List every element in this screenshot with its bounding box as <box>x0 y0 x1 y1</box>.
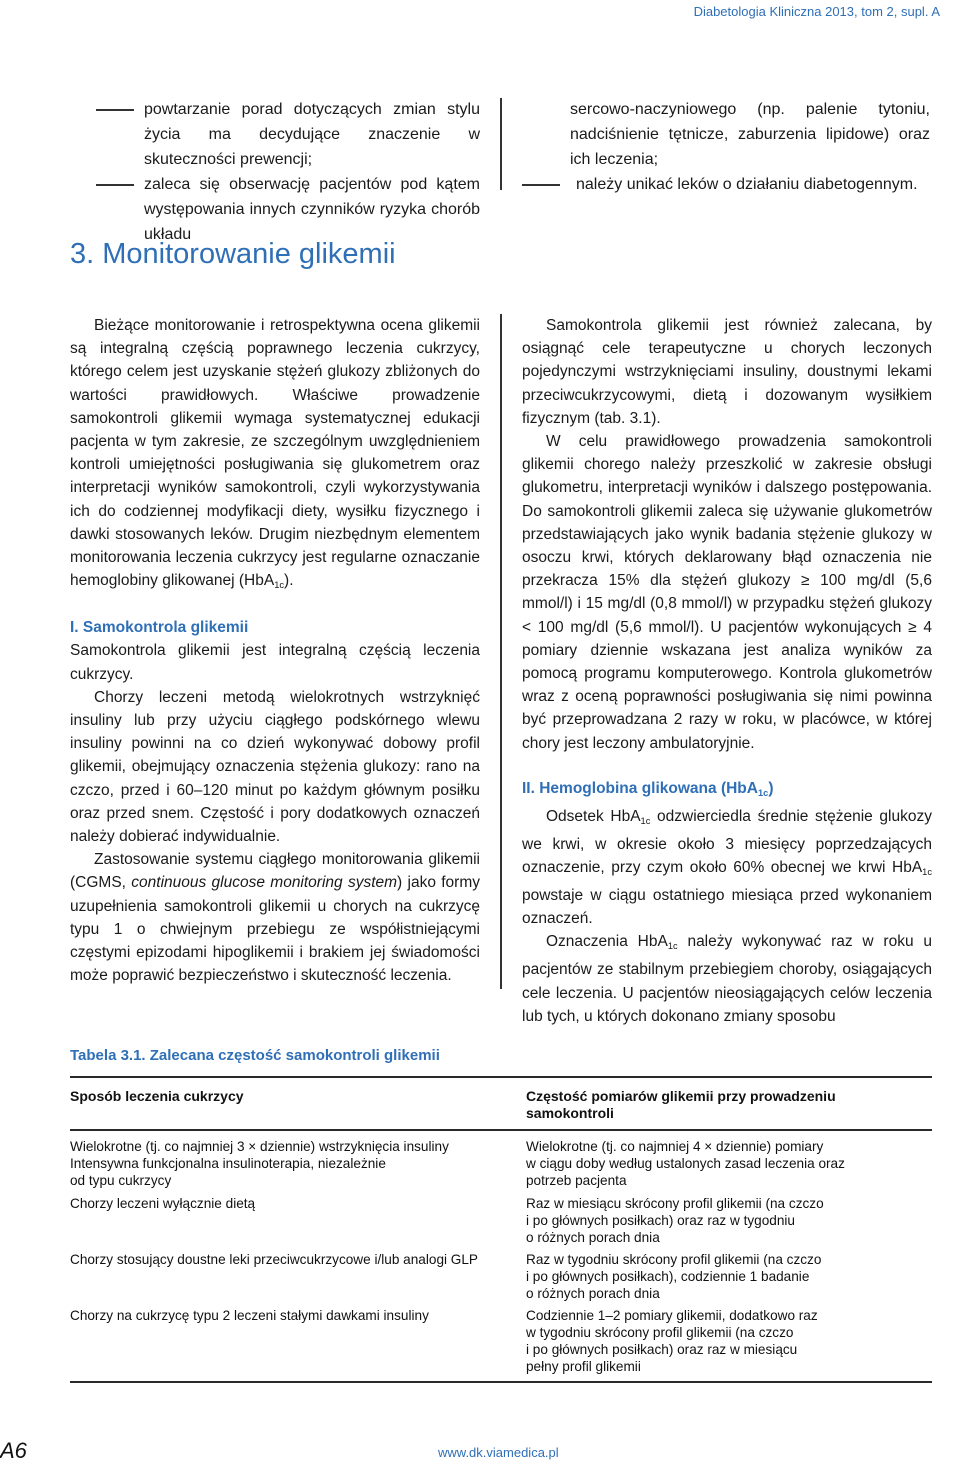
dash-icon <box>522 184 560 186</box>
top-right-bullets <box>570 97 930 197</box>
footer-url-link[interactable]: www.dk.viamedica.pl <box>438 1445 559 1460</box>
paragraph: W celu prawidłowego prowadzenia samokontroli glikemii chorego należy przeszkolić w zakresie obsługi glukometru, interpretacji wyników i dalszego postępowania. Do samokontroli glikemii zaleca się używanie glukometrów przedstawiających jako wynik badania stężenie glukozy w osoczu krwi, których deklarowany błąd oznaczenia nie przekracza 15% dla stężeń glukozy ≥ 100 mg/dl (5,6 mmol/l) i 15 mg/dl (0,8 mmol/l) w przypadku stężeń glukozy < 100 mg/dl (5,6 mmol/l). U pacjentów wykonujących ≥ 4 pomiary dziennie wskazana jest analiza wyników za pomocą programu komputerowego. Kontrola glukometrów wraz z oceną poprawności posługiwania się nimi powinna być przeprowadzana 2 razy w roku, w placówce, w której chory jest leczony ambulatoryjnie. <box>522 433 932 752</box>
table-cell-frequency: Wielokrotne (tj. co najmniej 4 × dziennie) pomiary w ciągu doby według ustalonych zasad leczenia oraz potrzeb pacjenta <box>526 1139 845 1188</box>
table-cell-treatment: Wielokrotne (tj. co najmniej 3 × dziennie) wstrzyknięcia insuliny Intensywna funkcjonalna insulinoterapia, niezależnie od typu cukrzycy <box>70 1139 449 1188</box>
table-title: Tabela 3.1. Zalecana częstość samokontroli glikemii <box>70 1047 440 1064</box>
top-left-bullets <box>96 97 480 247</box>
page-number: A6 <box>0 1438 27 1463</box>
right-column <box>522 314 932 1028</box>
paragraph: Chorzy leczeni metodą wielokrotnych wstrzyknięć insuliny lub przy użyciu ciągłego podskórnego wlewu insuliny powinni na co dzień wykonywać dobowy profil glikemii, obejmujący oznaczenia stężenia glukozy: rano na czczo, przed i 60–120 minut po każdym głównym posiłku oraz przed snem. Częstość i pory dodatkowych oznaczeń należy dobierać indywidualnie. <box>70 688 480 846</box>
dash-icon <box>96 184 134 186</box>
column-divider <box>500 98 502 190</box>
table-header-rule <box>70 1129 932 1131</box>
paragraph: Zastosowanie systemu ciągłego monitorowania glikemii (CGMS, continuous glucose monitoring system) jako formy uzupełnienia samokontroli glikemii u chorych na cukrzycę typu 1 o chwiejnym przebiegu ze współistniejącymi częstymi epizodami hipoglikemii i brakiem jej świadomości może poprawić bezpieczeństwo i skuteczność leczenia. <box>70 851 480 985</box>
paragraph: Odsetek HbA$_{1c}$ odzwierciedla średnie stężenie glukozy we krwi, w okresie około 3 miesięcy poprzedzających oznaczenie, przy czym około 60% obecnej we krwi HbA$_{1c}$ powstaje w ciągu ostatniego miesiąca przed wykonaniem oznaczeń. <box>522 807 932 928</box>
bullet-item: należy unikać leków o działaniu diabetogennym. <box>522 172 930 197</box>
column-divider <box>500 314 502 989</box>
table-header-treatment: Sposób leczenia cukrzycy <box>70 1088 244 1104</box>
table-bottom-rule <box>70 1381 932 1383</box>
table-cell-frequency: Raz w tygodniu skrócony profil glikemii (na czczo i po głównych posiłkach), codziennie 1 badanie o różnych porach dnia <box>526 1252 822 1301</box>
paragraph: Samokontrola glikemii jest również zalecana, by osiągnąć cele terapeutyczne u chorych leczonych pojedynczymi wstrzyknięciami insuliny, doustnymi lekami przeciwcukrzycowymi, dietą i dozowanym wysiłkiem fizycznym (tab. 3.1). <box>522 317 932 427</box>
table-header-frequency: Częstość pomiarów glikemii przy prowadzeniu samokontroli <box>526 1088 836 1121</box>
paragraph: Samokontrola glikemii jest integralną częścią leczenia cukrzycy. <box>70 642 480 683</box>
journal-header: Diabetologia Kliniczna 2013, tom 2, supl. A <box>693 4 940 19</box>
dash-icon <box>96 109 134 111</box>
paragraph: Oznaczenia HbA$_{1c}$ należy wykonywać raz w roku u pacjentów ze stabilnym przebiegiem choroby, osiągających cele leczenia. U pacjentów nieosiągających celów leczenia lub tych, u których dokonano zmiany sposobu <box>522 933 933 1025</box>
paragraph: Bieżące monitorowanie i retrospektywna ocena glikemii są integralną częścią poprawnego leczenia cukrzycy, którego celem jest uzyskanie stężeń glukozy zbliżonych do wartości prawidłowych. Właściwe prowadzenie samokontroli glikemii wymaga systematycznej edukacji pacjenta w tym zakresie, ze szczególnym uwzględnieniem kontroli umiejętności posługiwania się glukometrem oraz interpretacji wyników samokontroli, czyli wykorzystywania ich do codziennej modyfikacji diety, wysiłku fizycznego i dawki stosowanych leków. Drugim niezbędnym elementem monitorowania leczenia cukrzycy jest regularne oznaczanie hemoglobiny glikowanej (HbA$_{1c}$). <box>70 317 480 591</box>
table-top-rule <box>70 1076 932 1078</box>
subsection-heading: I. Samokontrola glikemii <box>70 619 249 637</box>
left-column <box>70 314 480 987</box>
table-cell-treatment: Chorzy na cukrzycę typu 2 leczeni stałymi dawkami insuliny <box>70 1308 429 1323</box>
table-cell-frequency: Raz w miesiącu skrócony profil glikemii (na czczo i po głównych posiłkach) oraz raz w tygodniu o różnych porach dnia <box>526 1196 824 1245</box>
table-cell-treatment: Chorzy stosujący doustne leki przeciwcukrzycowe i/lub analogi GLP <box>70 1252 478 1267</box>
table-cell-treatment: Chorzy leczeni wyłącznie dietą <box>70 1196 256 1211</box>
bullet-item: zaleca się obserwację pacjentów pod kątem występowania innych czynników ryzyka chorób układu <box>96 172 480 247</box>
subsection-heading: II. Hemoglobina glikowana (HbA$_{1c}$) <box>522 779 774 798</box>
table-cell-frequency: Codziennie 1–2 pomiary glikemii, dodatkowo raz w tygodniu skrócony profil glikemii (na czczo i po głównych posiłkach) oraz raz w miesiącu pełny profil glikemii <box>526 1308 818 1374</box>
section-title: 3. Monitorowanie glikemii <box>70 238 396 270</box>
bullet-item: powtarzanie porad dotyczących zmian stylu życia ma decydujące znaczenie w skuteczności prewencji; <box>96 97 480 172</box>
bullet-continuation: sercowo-naczyniowego (np. palenie tytoniu, nadciśnienie tętnicze, zaburzenia lipidowe) oraz ich leczenia; <box>570 101 930 168</box>
